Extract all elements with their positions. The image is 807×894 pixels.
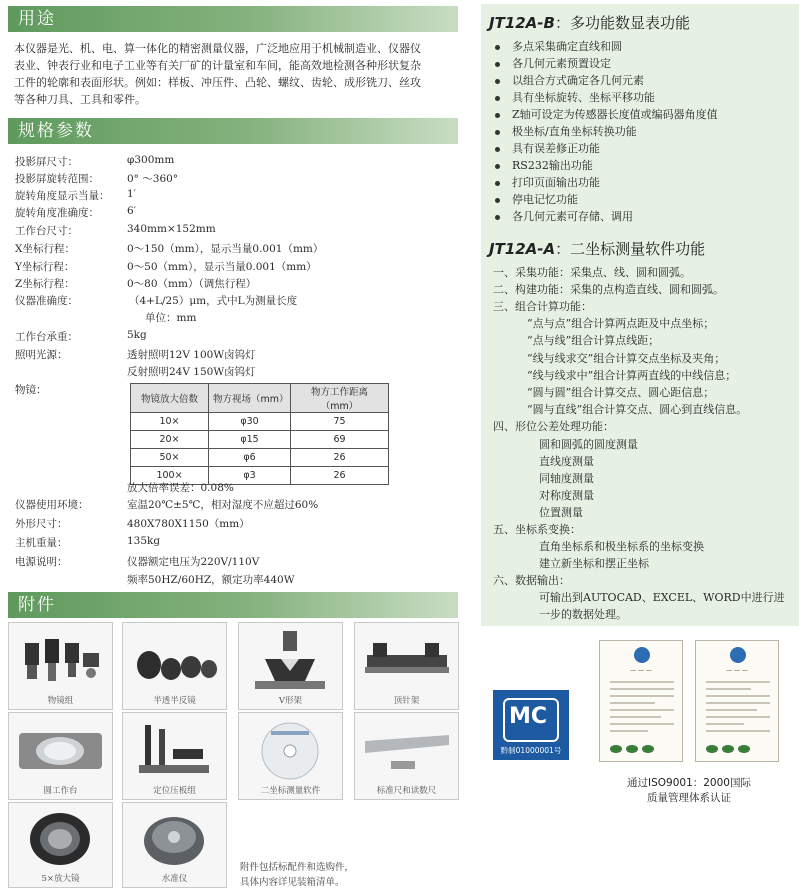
objective-table: [130, 383, 389, 485]
display-features-title: JT12A-B：多功能数显表功能: [489, 14, 690, 32]
bullet-icon: [495, 198, 500, 203]
accessory-half-mirror: [122, 622, 227, 710]
display-features-list: [495, 38, 718, 225]
accessory-clamp-set: [122, 712, 227, 800]
scale-image: [361, 719, 452, 781]
level-image: [129, 809, 220, 871]
bullet-icon: [495, 79, 500, 84]
usage-line: 本仪器是光、机、电、算一体化的精密测量仪器，广泛地应用于机械制造业、仪器仪: [14, 42, 421, 55]
table-row: 10× φ30 75: [131, 413, 389, 431]
cert-caption: 通过ISO9001：2000国际 质量管理体系认证: [627, 777, 751, 804]
usage-paragraph: [14, 40, 454, 108]
software-title: JT12A-A：二坐标测量软件功能: [489, 240, 706, 258]
seal-icon: [730, 647, 746, 663]
table-row: 20× φ15 69: [131, 431, 389, 449]
v-block-image: [245, 629, 336, 691]
table-row: 100× φ3 26: [131, 467, 389, 485]
table-row: 50× φ6 26: [131, 449, 389, 467]
magnifier-image: [15, 809, 106, 871]
accessory-caption: 圆工作台: [43, 786, 78, 796]
bullet-icon: [495, 130, 500, 135]
accessory-caption: 顶针架: [393, 696, 420, 706]
list-item: 极坐标/直角坐标转换功能: [495, 123, 718, 140]
list-item: 各几何元素可存储、调用: [495, 208, 718, 225]
accessory-v-block: [238, 622, 343, 710]
features-panel: JT12A-B：多功能数显表功能 多点采集确定直线和圆 各几何元素预置设定 以组合方式确定各几何元素 具有坐标旋转、坐标平移功能 Z轴可设定为传感器长度值或编码器角度值 极坐标/直角坐标转换功能 具有误差修正功能 RS232输出功能 打印页面输出功能 停电记忆功能 各几何元素可存储、调用 JT12A-A：二坐标测量软件功能 一、采集功能：采集点、线、圆和圆弧。 二、构建功能：采集的点构造直线、圆和圆弧。 三、组合计算功能： “点与点”组合计算两点距及中点坐标； “点与线”组合计算点线距； “线与线求交”组合计算交点坐标及夹角； “线与线求中”组合计算两直线的中线信息； “圆与圆”组合计算交点、圆心距信息； “圆与直线”组合计算交点、圆心到直线信息。 四、形位公差处理功能： 圆和圆弧的圆度测量 直线度测量 同轴度测量 对称度测量 位置测量 五、坐标系变换： 直角坐标系和极坐标系的坐标变换 建立新坐标和摆正坐标 六、数据输出： 可输出到AUTOCAD、EXCEL、WORD中进行进 一步的数据处理。: [481, 4, 799, 626]
certificate-chinese: — — —: [695, 640, 779, 762]
usage-line: 工件的轮廓和表面形状。例如：样板、冲压件、凸轮、螺纹、齿轮、成形铣刀、丝攻: [14, 76, 421, 89]
usage-line: 等各种刀具、工具和零件。: [14, 93, 146, 106]
mc-number: 黔制01000001号: [500, 746, 562, 755]
accessory-center-frame: [354, 622, 459, 710]
list-item: 具有误差修正功能: [495, 140, 718, 157]
bullet-icon: [495, 147, 500, 152]
bullet-icon: [495, 62, 500, 67]
certification-area: [481, 636, 799, 894]
table-header: 物方视场（mm）: [209, 384, 291, 413]
table-header: 物方工作距离（mm）: [291, 384, 389, 413]
bullet-icon: [495, 164, 500, 169]
bullet-icon: [495, 215, 500, 220]
seal-icon: [634, 647, 650, 663]
mc-logo: MC 黔制01000001号: [493, 690, 569, 760]
accessory-caption: 二坐标测量软件: [260, 786, 321, 796]
usage-line: 表业、钟表行业和电子工业等有关厂矿的计量室和车间，能高效地检测各种形状复杂: [14, 59, 421, 72]
list-item: Z轴可设定为传感器长度值或编码器角度值: [495, 106, 718, 123]
round-table-image: [15, 719, 106, 781]
list-item: 具有坐标旋转、坐标平移功能: [495, 89, 718, 106]
accessory-caption: 5×放大镜: [41, 874, 80, 884]
certificate-english: — — —: [599, 640, 683, 762]
list-item: 多点采集确定直线和圆: [495, 38, 718, 55]
accessory-caption: 物镜组: [47, 696, 74, 706]
bullet-icon: [495, 181, 500, 186]
accessory-caption: 半透半反镜: [153, 696, 196, 706]
objective-set-image: [15, 629, 106, 691]
accessory-round-table: [8, 712, 113, 800]
usage-header: 用途: [8, 6, 458, 32]
list-item: 停电记忆功能: [495, 191, 718, 208]
list-item: 打印页面输出功能: [495, 174, 718, 191]
accessory-software: [238, 712, 343, 800]
accessory-caption: 标准尺和读数尺: [376, 786, 437, 796]
list-item: 各几何元素预置设定: [495, 55, 718, 72]
table-header: 物镜放大倍数: [131, 384, 209, 413]
accessories-note: 附件包括标配件和选购件， 具体内容详见装箱清单。: [240, 862, 355, 888]
bullet-icon: [495, 96, 500, 101]
specs-header: 规格参数: [8, 118, 458, 144]
software-disc-image: [245, 719, 336, 781]
half-mirror-image: [129, 629, 220, 691]
accessories-header: 附件: [8, 592, 458, 618]
accessory-level: [122, 802, 227, 888]
accessory-caption: 水准仪: [161, 874, 188, 884]
accessory-objective-set: [8, 622, 113, 710]
accessory-caption: 定位压板组: [153, 786, 196, 796]
clamp-set-image: [129, 719, 220, 781]
accessory-caption: V形架: [278, 696, 303, 706]
accessory-magnifier: [8, 802, 113, 888]
list-item: RS232输出功能: [495, 157, 718, 174]
accessory-scale: [354, 712, 459, 800]
bullet-icon: [495, 113, 500, 118]
list-item: 以组合方式确定各几何元素: [495, 72, 718, 89]
center-frame-image: [361, 629, 452, 691]
bullet-icon: [495, 45, 500, 50]
